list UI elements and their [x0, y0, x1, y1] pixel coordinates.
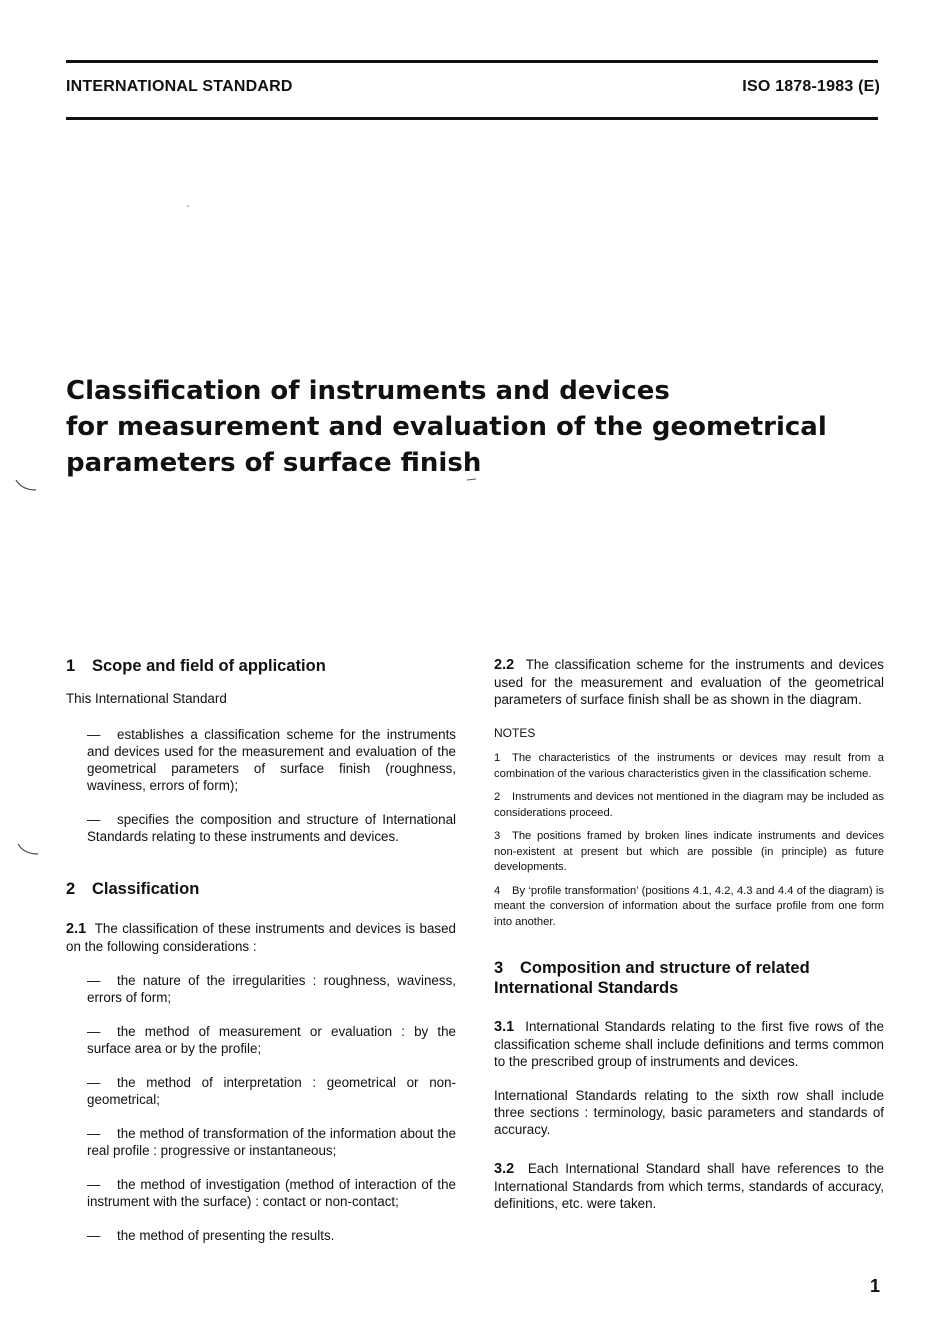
dash-glyph: —	[87, 1177, 101, 1192]
scope-item	[66, 726, 456, 794]
consideration-text: the method of transformation of the information about the real profile : progressive or instantaneous;	[87, 1126, 456, 1158]
clause-text: The classification scheme for the instruments and devices used for the measurement and evaluation of the geometrical parameters of surface finish shall be as shown in the diagram.	[494, 657, 885, 707]
clause-number: 3.2	[494, 1161, 515, 1177]
section-1-heading	[66, 656, 456, 676]
scope-intro: This International Standard	[66, 691, 227, 706]
right-column	[494, 656, 884, 1212]
title-line: parameters of surface finish	[66, 448, 482, 478]
consideration-text: the method of measurement or evaluation : by the surface area or by the profile;	[87, 1024, 456, 1056]
section-number: 2	[66, 880, 76, 898]
section-title: Scope and field of application	[92, 657, 326, 675]
note-item	[494, 790, 884, 821]
dash-glyph: —	[87, 973, 101, 988]
note-text: The characteristics of the instruments or devices may result from a combination of the various characteristics given in the classification scheme.	[494, 752, 884, 780]
section-3-heading	[494, 958, 884, 998]
standard-reference: ISO 1878-1983 (E)	[742, 78, 880, 95]
paragraph-2-1	[66, 920, 456, 955]
clause-number: 2.2	[494, 657, 515, 673]
note-number: 3	[494, 830, 501, 842]
dash-glyph: —	[87, 812, 101, 827]
consideration-item	[66, 972, 456, 1006]
clause-number: 2.1	[66, 921, 87, 937]
section-2-heading	[66, 879, 456, 899]
clause-text: The classification of these instruments and devices is based on the following considerations :	[66, 921, 457, 954]
notes-label: NOTES	[494, 726, 536, 740]
note-text: Instruments and devices not mentioned in the diagram may be included as considerations proceed.	[494, 791, 884, 819]
document-title	[66, 373, 886, 481]
dash-glyph: —	[87, 727, 101, 742]
consideration-text: the method of presenting the results.	[117, 1228, 335, 1243]
page-number: 1	[869, 1276, 880, 1296]
margin-mark-icon	[16, 842, 40, 858]
consideration-item	[66, 1023, 456, 1057]
note-number: 2	[494, 791, 501, 803]
left-column	[66, 656, 456, 1244]
scope-item-text: specifies the composition and structure of International Standards relating to these instruments and devices.	[87, 812, 456, 844]
header-rule-top	[66, 60, 878, 63]
dash-glyph: —	[87, 1024, 101, 1039]
consideration-text: the nature of the irregularities : roughness, waviness, errors of form;	[87, 973, 456, 1005]
paragraph-3-2	[494, 1160, 884, 1212]
note-item	[494, 751, 884, 782]
section-title: Composition and structure of related International Standards	[494, 959, 810, 997]
margin-mark-icon	[14, 478, 38, 494]
paragraph-3-1	[494, 1018, 884, 1070]
section-title: Classification	[92, 880, 200, 898]
dash-glyph: —	[87, 1126, 101, 1141]
note-number: 4	[494, 884, 501, 897]
document-type-label: INTERNATIONAL STANDARD	[66, 78, 293, 95]
scope-item-text: establishes a classification scheme for the instruments and devices used for the measurement and evaluation of the geometrical parameters of surface finish (roughness, waviness, errors of form);	[87, 727, 456, 793]
title-line: Classification of instruments and devices	[66, 376, 670, 406]
consideration-text: the method of investigation (method of interaction of the instrument with the surface) : contact or non-contact;	[87, 1177, 456, 1209]
title-line: for measurement and evaluation of the geometrical	[66, 412, 827, 442]
dash-glyph: —	[87, 1228, 101, 1243]
clause-text: International Standards relating to the first five rows of the classification scheme shall include definitions and terms common to the prescribed group of instruments and devices.	[494, 1019, 884, 1069]
consideration-item	[66, 1227, 456, 1244]
note-number: 1	[494, 752, 501, 764]
consideration-item	[66, 1074, 456, 1108]
scope-item	[66, 811, 456, 845]
dash-glyph: —	[87, 1075, 101, 1090]
paragraph-3-1-continued: International Standards relating to the sixth row shall include three sections : terminology, basic parameters and standards of accuracy.	[494, 1088, 884, 1137]
consideration-item	[66, 1176, 456, 1210]
clause-text: Each International Standard shall have references to the International Standards from which terms, standards of accuracy, definitions, etc. were taken.	[494, 1161, 884, 1211]
header-rule-bottom	[66, 117, 878, 120]
note-text: By ‘profile transformation’ (positions 4.1, 4.2, 4.3 and 4.4 of the diagram) is meant the conversion of information about the surface profile from one form into another.	[494, 884, 884, 928]
note-item	[494, 829, 884, 876]
consideration-text: the method of interpretation : geometrical or non-geometrical;	[87, 1075, 456, 1107]
scan-dot-icon	[186, 204, 190, 208]
section-number: 1	[66, 657, 76, 675]
note-text: The positions framed by broken lines indicate instruments and devices non-existent at present but which are possible (in principle) as future developments.	[494, 830, 884, 873]
section-number: 3	[494, 959, 504, 977]
consideration-item	[66, 1125, 456, 1159]
note-item	[494, 884, 884, 931]
clause-number: 3.1	[494, 1019, 515, 1035]
paragraph-2-2	[494, 656, 884, 708]
